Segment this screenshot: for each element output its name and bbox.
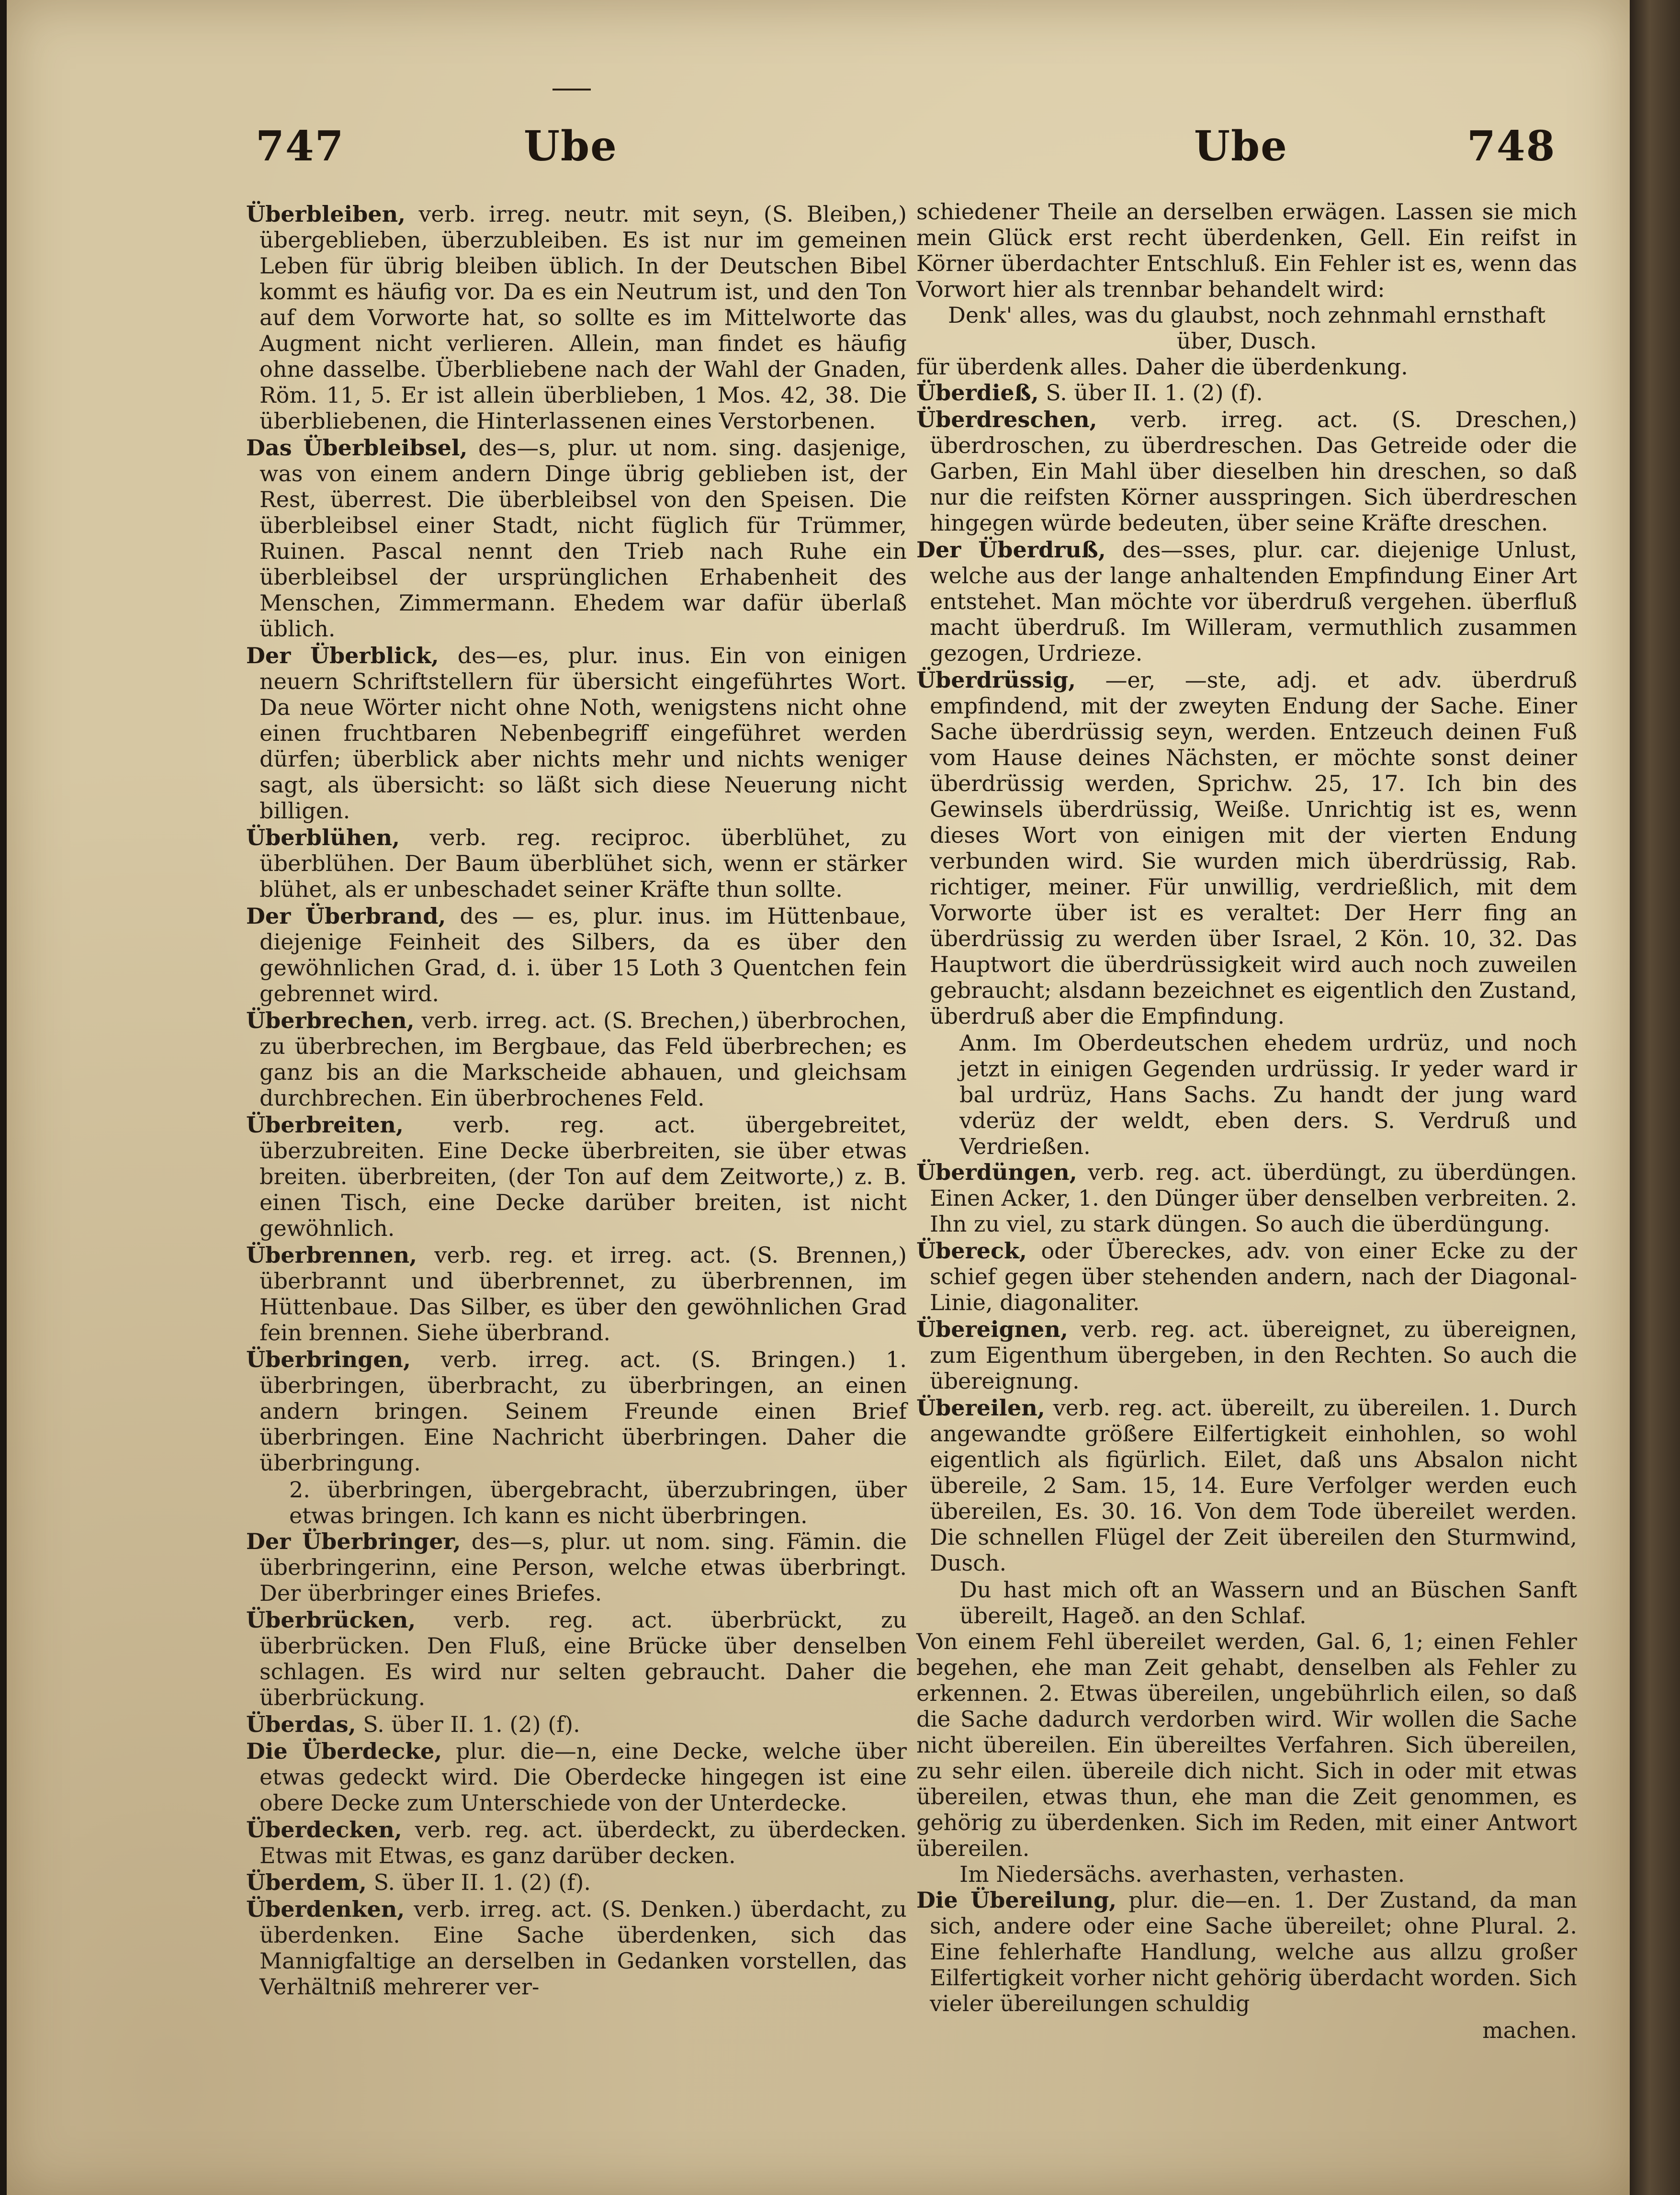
entry-text: verb. reg. act. überdüngt, zu überdüngen. Einen Acker, 1. den Dünger über denselben verbreiten. 2. Ihn zu viel, zu stark düngen. So auch die überdüngung. <box>930 1159 1578 1237</box>
dictionary-entry <box>916 407 1577 536</box>
headword: Überbringen, <box>246 1346 411 1372</box>
headword: Überdas, <box>246 1711 356 1737</box>
headword: Überdem, <box>246 1869 367 1895</box>
entry-text: des—sses, plur. car. diejenige Unlust, welche aus der lange anhaltenden Empfindung Einer Art entstehet. Man möchte vor überdruß vergehen. überfluß macht überdruß. Im Willeram, vermuthlich zusammen gezogen, Urdrieze. <box>930 537 1578 666</box>
top-ornament-rule <box>552 89 591 91</box>
entry-text: des—es, plur. inus. Ein von einigen neuern Schriftstellern für übersicht eingeführtes Wort. Da neue Wörter nicht ohne Noth, wenigstens nicht ohne einen fruchtbaren Nebenbegriff eingeführet werden dürfen; überblick aber nichts mehr und nichts weniger sagt, als übersicht: so läßt sich diese Neuerung nicht billigen. <box>259 643 907 824</box>
dictionary-entry <box>916 537 1577 666</box>
entry-text: verb. reg. act. übereilt, zu übereilen. 1. Durch angewandte größere Eilfertigkeit einhohlen, so wohl eigentlich als figürlich. Eilet, daß uns Absalon nicht übereile, 2 Sam. 15, 14. Eure Verfolger werden euch übereilen, Es. 30. 16. Von dem Tode übereilet werden. Die schnellen Flügel der Zeit übereilen den Sturmwind, Dusch. <box>930 1395 1577 1576</box>
entry-text: verb. reg. act. überdeckt, zu überdecken. Etwas mit Etwas, es ganz darüber decken. <box>259 1817 907 1868</box>
dictionary-entry <box>246 201 907 434</box>
headword: Überdenken, <box>246 1896 405 1922</box>
dictionary-entry <box>916 667 1577 1029</box>
entry-text: verb. irreg. act. (S. Dreschen,) überdroschen, zu überdreschen. Das Getreide oder die Garben, Ein Mahl über dieselben hin dreschen, so daß nur die reifsten Körner ausspringen. Sich überdreschen hingegen würde bedeuten, über seine Kräfte dreschen. <box>930 407 1577 536</box>
headword: Überdrüssig, <box>916 667 1076 693</box>
entry-text: verb. reg. act. übergebreitet, überzubreiten. Eine Decke überbreiten, sie über etwas breiten. überbreiten, (der Ton auf dem Zeitworte,) z. B. einen Tisch, eine Decke darüber breiten, ist nicht gewöhnlich. <box>259 1112 907 1241</box>
headword: Überdüngen, <box>916 1159 1077 1185</box>
entry-text: plur. die—en. 1. Der Zustand, da man sich, andere oder eine Sache übereilet; ohne Plural. 2. Eine fehlerhafte Handlung, welche aus allzu großer Eilfertigkeit vorher nicht gehörig überdacht worden. Sich vieler übereilungen schuldig <box>930 1887 1578 2016</box>
headword: Überbrechen, <box>246 1007 415 1033</box>
dictionary-entry <box>246 1346 907 1476</box>
entry-text: verb. reg. act. überbrückt, zu überbrücken. Den Fluß, eine Brücke über denselben schlagen. Es wird nur selten gebraucht. Daher die überbrückung. <box>259 1607 907 1710</box>
entry-text: oder Übereckes, adv. von einer Ecke zu der schief gegen über stehenden andern, nach der Diagonal-Linie, diagonaliter. <box>930 1238 1577 1315</box>
entry-text: S. über II. 1. (2) (f). <box>1046 380 1263 406</box>
headword: Das Überbleibsel, <box>246 435 468 461</box>
dictionary-entry <box>246 1817 907 1868</box>
headword: Überbrennen, <box>246 1242 417 1268</box>
quotation: Denk' alles, was du glaubst, noch zehnmahl ernsthaft über, Dusch. <box>947 302 1546 354</box>
headword: Überblühen, <box>246 825 400 850</box>
dictionary-entry <box>916 1159 1577 1237</box>
entry-text: S. über II. 1. (2) (f). <box>363 1711 580 1737</box>
entry-text: des—s, plur. ut nom. sing. dasjenige, was von einem andern Dinge übrig geblieben ist, der Rest, überrest. Die überbleibsel von den Speisen. Die überbleibsel einer Stadt, nicht füglich für Trümmer, Ruinen. Pascal nennt den Trieb nach Ruhe ein überbleibsel der ursprünglichen Erhabenheit des Menschen, Zimmermann. Ehedem war dafür überlaß üblich. <box>259 435 907 642</box>
dictionary-entry <box>246 903 907 1007</box>
headword: Der Überbrand, <box>246 903 446 929</box>
entry-text: verb. irreg. neutr. mit seyn, (S. Bleiben,) übergeblieben, überzubleiben. Es ist nur im gemeinen Leben für übrig bleiben üblich. In der Deutschen Bibel kommt es häufig vor. Da es ein Neutrum ist, und den Ton auf dem Vorworte hat, so sollte es im Mittelworte das Augment nicht verlieren. Allein, man findet es häufig ohne dasselbe. Überbliebene nach der Wahl der Gnaden, Röm. 11, 5. Er ist allein überblieben, 1 Mos. 42, 38. Die überbliebenen, die Hinterlassenen eines Verstorbenen. <box>259 201 907 434</box>
dictionary-entry <box>246 1711 907 1737</box>
headword: Überdreschen, <box>916 407 1097 432</box>
dictionary-entry <box>916 380 1577 406</box>
book-page <box>7 0 1630 2195</box>
book-edge <box>1630 0 1680 2195</box>
headword: Der Überblick, <box>246 643 439 668</box>
right-page-number: 748 <box>1467 122 1556 170</box>
right-running-head: Ube <box>1194 122 1288 170</box>
left-running-head: Ube <box>524 122 618 170</box>
dictionary-entry <box>916 1395 1577 1576</box>
left-page-number: 747 <box>256 122 345 170</box>
entry-text: des — es, plur. inus. im Hüttenbaue, diejenige Feinheit des Silbers, da es über den gewöhnlichen Grad, d. i. über 15 Loth 3 Quentchen fein gebrennet wird. <box>259 903 907 1007</box>
headword: Überdecken, <box>246 1817 402 1843</box>
entry-continuation: schiedener Theile an derselben erwägen. Lassen sie mich mein Glück erst recht überdenken, Gell. Ein reifst in Körner überdachter Entschluß. Ein Fehler ist es, wenn das Vorwort hier als trennbar behandelt wird: <box>916 199 1577 302</box>
headword: Überdieß, <box>916 380 1039 406</box>
annotation-paragraph: Anm. Im Oberdeutschen ehedem urdrüz, und noch jetzt in einigen Gegenden urdrüssig. Ir yeder ward ir bal urdrüz, Hans Sachs. Zu handt der jung ward vderüz der weldt, eben ders. S. Verdruß und Verdrießen. <box>959 1030 1577 1159</box>
entry-text: —er, —ste, adj. et adv. überdruß empfindend, mit der zweyten Endung der Sache. Einer Sache überdrüssig seyn, werden. Entzeuch deinen Fuß vom Hause deines Nächsten, er möchte sonst deiner überdrüssig werden, Sprichw. 25, 17. Ich bin des Gewinsels überdrüssig, Weiße. Unrichtig ist es, wenn dieses Wort von einigen mit der vierten Endung verbunden wird. Sie wurden mich überdrüssig, Rab. richtiger, meiner. Für unwillig, verdrießlich, mit dem Vorworte über ist es veraltet: Der Herr fing an überdrüssig zu werden über Israel, 2 Kön. 10, 32. Das Hauptwort die überdrüssigkeit wird auch noch zuweilen gebraucht; alsdann bezeichnet es eigentlich den Zustand, überdruß aber die Empfindung. <box>930 667 1578 1029</box>
catchword: machen. <box>1482 2017 1577 2043</box>
quotation: Du hast mich oft an Wassern und an Büschen Sanft übereilt, Hageð. an den Schlaf. <box>959 1577 1577 1629</box>
dictionary-entry <box>246 1242 907 1346</box>
dictionary-entry <box>246 825 907 902</box>
entry-text: des—s, plur. ut nom. sing. Fämin. die überbringerinn, eine Person, welche etwas überbringt. Der überbringer eines Briefes. <box>259 1528 907 1606</box>
headword: Übereilen, <box>916 1395 1045 1421</box>
entry-text: plur. die—n, eine Decke, welche über etwas gedeckt wird. Die Oberdecke hingegen ist eine obere Decke zum Unterschiede von der Unterdecke. <box>259 1738 907 1816</box>
headword: Überbreiten, <box>246 1112 404 1138</box>
headword: Übereignen, <box>916 1316 1068 1342</box>
entry-text: verb. reg. act. übereignet, zu übereignen, zum Eigenthum übergeben, in den Rechten. So auch die übereignung. <box>930 1316 1578 1394</box>
entry-text: verb. irreg. act. (S. Bringen.) 1. überbringen, überbracht, zu überbringen, an einen andern bringen. Seinem Freunde einen Brief überbringen. Eine Nachricht überbringen. Daher die überbringung. <box>259 1346 907 1476</box>
entry-continuation: Von einem Fehl übereilet werden, Gal. 6, 1; einen Fehler begehen, ehe man Zeit gehabt, denselben als Fehler zu erkennen. 2. Etwas übereilen, ungebührlich eilen, so daß die Sache dadurch verdorben wird. Wir wollen die Sache nicht übereilen. Ein übereiltes Verfahren. Sich übereilen, zu sehr eilen. übereile dich nicht. Sich in oder mit etwas übereilen, etwas thun, ehe man die Zeit genommen, es gehörig zu überdenken. Sich im Reden, mit einer Antwort übereilen. <box>916 1629 1577 1861</box>
entry-text: verb. reg. reciproc. überblühet, zu überblühen. Der Baum überblühet sich, wenn er stärker blühet, als er unbeschadet seiner Kräfte thun sollte. <box>259 825 907 902</box>
entry-continuation: 2. überbringen, übergebracht, überzubringen, über etwas bringen. Ich kann es nicht überbringen. <box>289 1477 907 1528</box>
entry-text: verb. irreg. act. (S. Denken.) überdacht, zu überdenken. Eine Sache überdenken, sich das Mannigfaltige an derselben in Gedanken vorstellen, das Verhältniß mehrerer ver- <box>259 1896 907 2000</box>
dictionary-entry <box>246 1896 907 2000</box>
right-column <box>916 199 1577 2043</box>
dictionary-entry <box>246 1738 907 1816</box>
dictionary-entry <box>246 1007 907 1111</box>
entry-text: verb. irreg. act. (S. Brechen,) überbrochen, zu überbrechen, im Bergbaue, das Feld überbrechen; es ganz bis an die Markscheide abhauen, und gleichsam durchbrechen. Ein überbrochenes Feld. <box>259 1007 907 1111</box>
dictionary-entry <box>246 1869 907 1895</box>
headword: Der Überbringer, <box>246 1528 461 1554</box>
entry-text: verb. reg. et irreg. act. (S. Brennen,) überbrannt und überbrennet, zu überbrennen, im Hüttenbaue. Das Silber, es über den gewöhnlichen Grad fein brennen. Siehe überbrand. <box>259 1242 907 1346</box>
dictionary-entry <box>916 1887 1577 2016</box>
entry-text: S. über II. 1. (2) (f). <box>373 1869 591 1895</box>
dictionary-entry <box>246 643 907 824</box>
dictionary-entry <box>246 1607 907 1710</box>
headword: Die Überdecke, <box>246 1738 442 1764</box>
dictionary-entry <box>916 1316 1577 1394</box>
headword: Überbrücken, <box>246 1607 416 1633</box>
dictionary-entry <box>916 1238 1577 1315</box>
left-column <box>246 201 907 2001</box>
dictionary-entry <box>246 1112 907 1241</box>
headword: Übereck, <box>916 1238 1027 1264</box>
headword: Überbleiben, <box>246 201 406 227</box>
entry-continuation: für überdenk alles. Daher die überdenkung. <box>916 354 1408 380</box>
headword: Die Übereilung, <box>916 1887 1117 1913</box>
headword: Der Überdruß, <box>916 537 1106 563</box>
dictionary-entry <box>246 1528 907 1606</box>
entry-continuation: Im Niedersächs. averhasten, verhasten. <box>959 1861 1405 1887</box>
dictionary-entry <box>246 435 907 642</box>
